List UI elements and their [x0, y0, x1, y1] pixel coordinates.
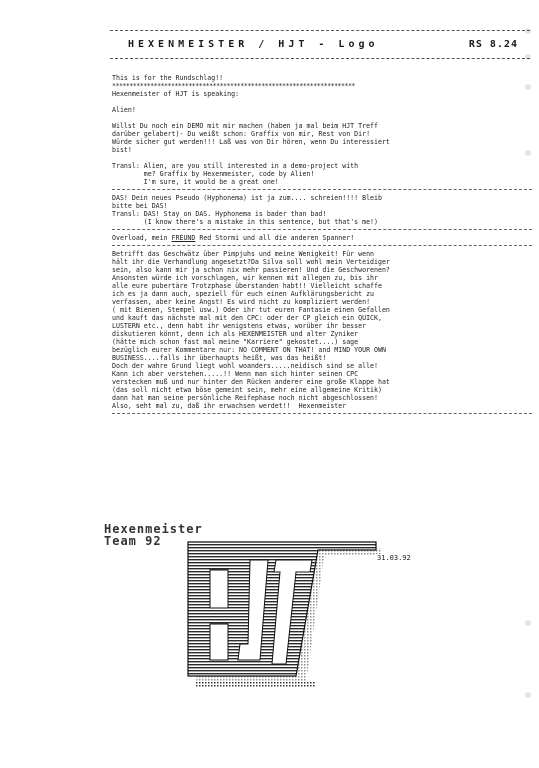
paragraph-das: DAS! Dein neues Pseudo (Hyphonema) ist ja zum.... schreien!!!! Bleib bitte bei DAS! [112, 194, 382, 210]
separator-rule [112, 245, 532, 246]
letter-body [112, 74, 532, 418]
separator-rule [112, 229, 532, 230]
paragraph-alien: Willst Du noch ein DEMO mit mir machen (haben ja mal beim HJT Treff darüber gelabert)- Du weißt schon: Graffix von mir, Rest von Dir! Würde sicher gut werden!!! Laß was von Dir hören, wenn Du interessiert bist! [112, 122, 390, 154]
translation-alien: Transl: Alien, are you still interested in a demo-project with me? Graffix by Hexenmeister, code by Alien! I'm sure, it would be a great one! [112, 162, 359, 186]
hjt-logo [100, 520, 411, 710]
salutation-alien: Alien! [112, 106, 136, 114]
page-code: RS 8.24 [468, 39, 518, 50]
header-bottom-rule [110, 58, 530, 59]
salutation-prefix: Overload, mein [112, 234, 172, 242]
intro-line: This is for the Rundschlag!! [112, 74, 224, 82]
letter-h-upper-cut [210, 570, 228, 608]
underlined-word: FREUND [171, 234, 196, 242]
translation-das: Transl: DAS! Stay on DAS. Hyphonema is bader than bad! (I know there's a mistake in this sentence, but that's me!) [112, 210, 378, 226]
speaker-line: Hexenmeister of HJT is speaking: [112, 90, 240, 98]
separator-rule [112, 189, 532, 190]
letter-h-lower-cut [210, 624, 228, 660]
hjt-logo-graphic [100, 520, 400, 710]
salutation-suffix: Red Stormi und all die anderen Spanner! [195, 234, 355, 242]
logo-line-team: Team 92 [104, 534, 162, 548]
star-rule: ********************************************************************** [112, 82, 355, 90]
header-top-rule [110, 30, 530, 31]
logo-date: 31.03.92 [377, 554, 411, 562]
logo-line-hexenmeister: Hexenmeister [104, 522, 203, 536]
binding-hole [525, 620, 531, 626]
page-header [110, 30, 530, 60]
binding-hole [525, 692, 531, 698]
logo-bottom-band [196, 682, 316, 687]
paragraph-main: Betrifft das Geschwätz über Pimpjuhs und meine Wenigkeit! Für wenn hält ihr die Verhandlung angesetzt?Da Silva soll wohl mein Verteidiger sein, also kann mir ja schon nix mehr passieren! Und die Geschworenen? Ansonsten würde ich vorschlagen, wir kennen mit allegen zu, bis ihr alle eure pubertäre Trotzphase überstanden habt!! Vielleicht schaffe ich es ja dann auch, speziell für euch einen Aufklärungsbericht zu verfassen, aber keine Angst! Es wird nicht zu kompliziert werden! ( mit Bienen, Stempel usw.) Oder ihr tut euren Fantasie einen Gefallen und kauft das nächste mal mit den CPC: oder der CP gleich ein QUICK, LUSTERN etc., denn habt ihr wenigstens etwas, worüber ihr besser diskutieren könnt, denn ich als HEXENMEISTER und alter Zyniker (hätte mich schon fast mal meine "Karriere" gekostet....) sage bezüglich eurer Kommentare nur: NO COMMENT ON THAT! and MIND YOUR OWN BUSINESS....falls ihr überhaupts heißt, was das heißt! Doch der wahre Grund liegt wohl woanders.....neidisch sind se alle! Kann ich aber verstehen.....!! Wenn man sich hinter seinen CPC verstecken muß und nur hinter den Rücken anderer eine große Klappe hat (das soll nicht etwa böse gemeint sein, mehr eine allgemeine Kritik) dann hat man seine persönliche Reifephase noch nicht abgeschlossen! Also, seht mal zu, daß ihr erwachsen werdet!! Hexenmeister [112, 250, 390, 410]
separator-rule [112, 413, 532, 414]
salutation-overload [112, 234, 532, 242]
page-title: HEXENMEISTER / HJT - Logo [128, 39, 379, 50]
